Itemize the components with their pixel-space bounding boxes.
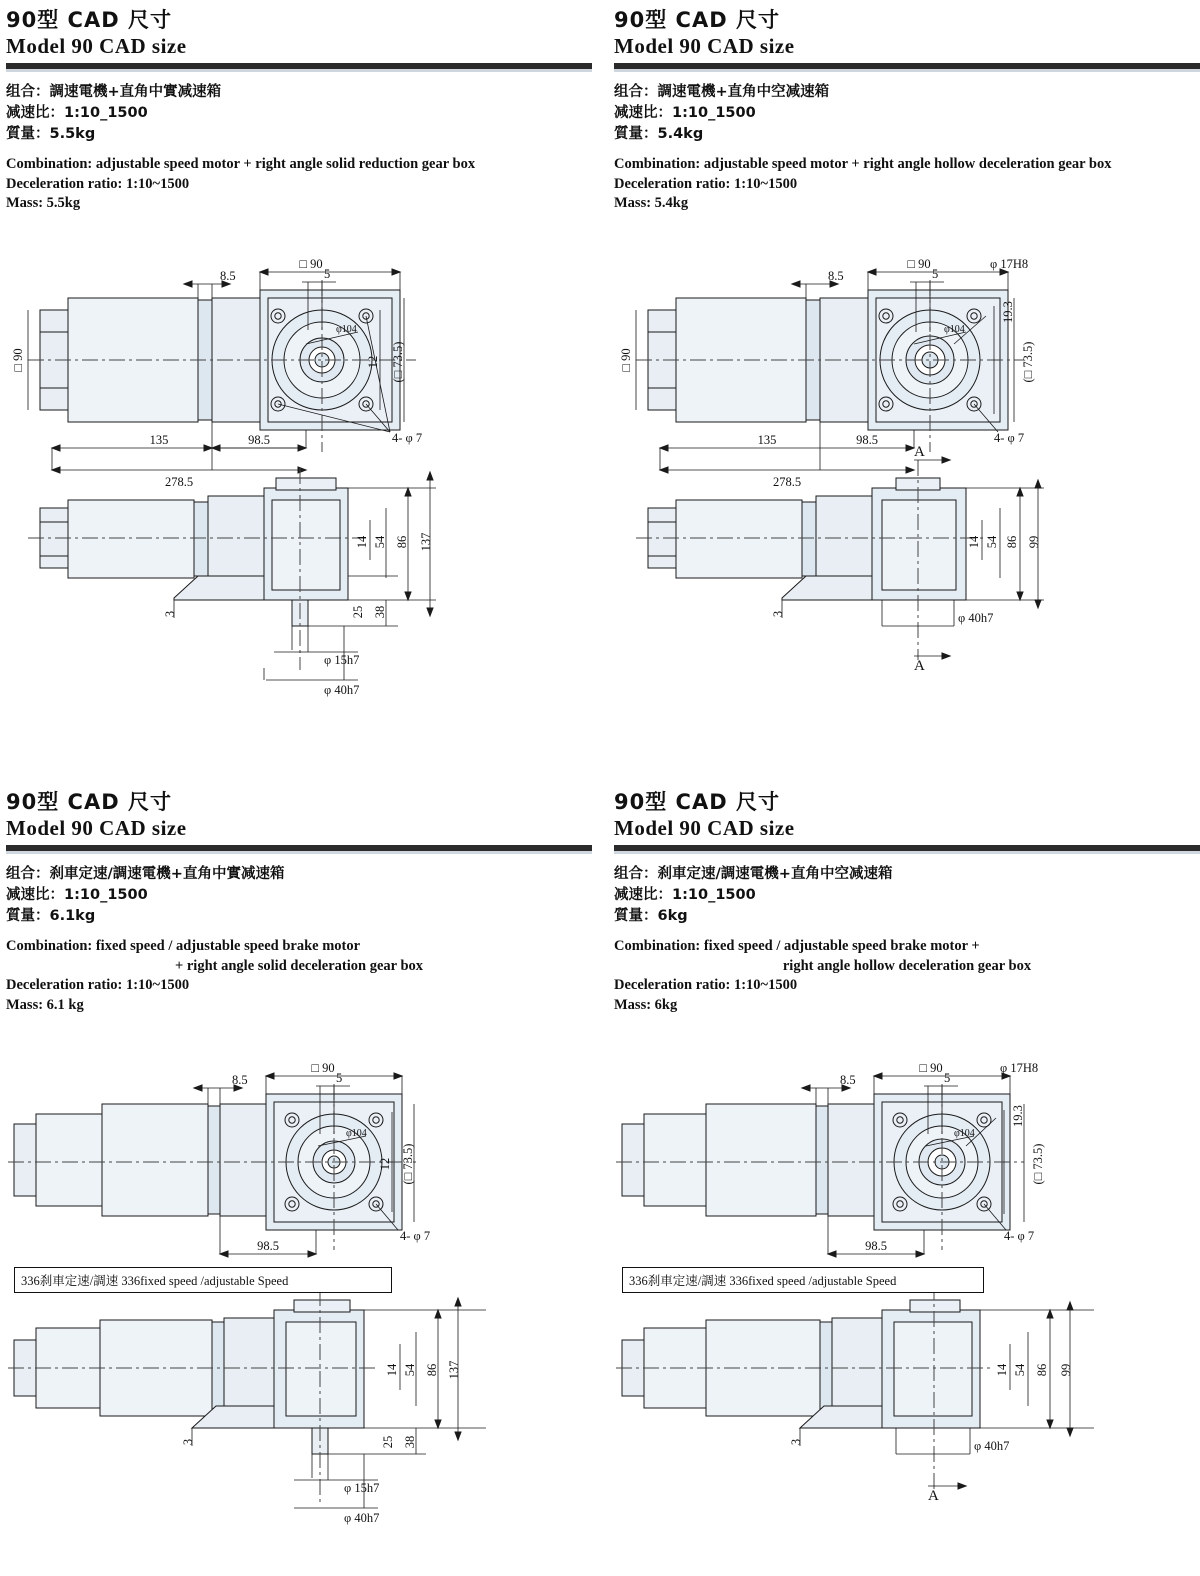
svg-text:19.3: 19.3 — [1001, 301, 1015, 323]
spec-en-line-1: Combination: fixed speed / adjustable speed brake motor + — [614, 938, 980, 955]
svg-text:φ 40h7: φ 40h7 — [344, 1510, 380, 1525]
svg-text:3: 3 — [181, 1438, 195, 1445]
svg-text:99: 99 — [1059, 1363, 1073, 1376]
spec-cn-block — [6, 82, 592, 145]
svg-text:99: 99 — [1027, 535, 1041, 549]
spec-en-line-2: Deceleration ratio: 1:10~1500 — [6, 175, 190, 192]
svg-text:φ104: φ104 — [954, 1127, 975, 1139]
svg-text:278.5: 278.5 — [164, 475, 194, 490]
spec-cn-line-2: 减速比：1:10_1500 — [614, 887, 756, 904]
title-divider — [614, 845, 1200, 854]
svg-text:14: 14 — [385, 1363, 399, 1376]
panel-bottom-left — [6, 790, 592, 1562]
svg-text:8.5: 8.5 — [828, 269, 844, 284]
svg-text:14: 14 — [995, 1363, 1009, 1376]
svg-text:φ 40h7: φ 40h7 — [324, 683, 360, 698]
spec-cn-line-1: 组合：刹車定速/調速電機+直角中實减速箱 — [6, 866, 285, 883]
svg-text:□ 90: □ 90 — [919, 1060, 943, 1075]
svg-text:86: 86 — [1005, 535, 1019, 549]
spec-en-block — [614, 155, 1200, 214]
title-divider — [6, 845, 592, 854]
caption-box: 336刹車定速/調速 336fixed speed /adjustable Speed — [14, 1267, 392, 1293]
panel-title-en: Model 90 CAD size — [6, 816, 187, 841]
svg-text:12: 12 — [366, 355, 380, 369]
spec-en-line-4: Mass: 6kg — [614, 997, 678, 1014]
svg-text:25: 25 — [351, 605, 365, 619]
panel-title-cn: 90型 CAD 尺寸 — [614, 8, 780, 32]
svg-text:38: 38 — [373, 605, 387, 619]
svg-text:□ 90: □ 90 — [11, 348, 25, 372]
svg-text:86: 86 — [425, 1363, 439, 1376]
spec-en-line-3: Deceleration ratio: 1:10~1500 — [6, 977, 190, 994]
spec-cn-line-2: 减速比：1:10_1500 — [6, 105, 148, 122]
panel-top-left — [6, 8, 592, 760]
svg-text:137: 137 — [447, 1360, 461, 1379]
spec-cn-line-2: 减速比：1:10_1500 — [614, 105, 756, 122]
svg-text:4- φ 7: 4- φ 7 — [994, 431, 1025, 446]
svg-text:φ 17H8: φ 17H8 — [1000, 1060, 1039, 1075]
svg-text:φ 15h7: φ 15h7 — [344, 1480, 380, 1495]
svg-text:19.3: 19.3 — [1011, 1104, 1025, 1127]
spec-en-line-3: Deceleration ratio: 1:10~1500 — [614, 977, 798, 994]
spec-en-block — [6, 155, 592, 214]
svg-text:φ104: φ104 — [336, 324, 357, 336]
spec-en-block — [614, 937, 1200, 1015]
spec-en-line-2: Deceleration ratio: 1:10~1500 — [614, 175, 798, 192]
spec-cn-block — [614, 82, 1200, 145]
panel-bottom-right — [614, 790, 1200, 1562]
svg-text:14: 14 — [355, 535, 369, 549]
svg-text:φ 17H8: φ 17H8 — [990, 257, 1029, 272]
svg-text:3: 3 — [771, 610, 785, 618]
spec-cn-line-3: 質量：6.1kg — [6, 908, 96, 925]
drawing-bottom-left — [6, 1022, 592, 1562]
svg-text:98.5: 98.5 — [248, 433, 270, 448]
svg-text:98.5: 98.5 — [257, 1238, 279, 1253]
svg-text:278.5: 278.5 — [772, 475, 802, 490]
spec-en-line-4: Mass: 6.1 kg — [6, 997, 84, 1014]
spec-en-block — [6, 937, 592, 1015]
svg-text:(□ 73.5): (□ 73.5) — [1021, 341, 1035, 383]
spec-en-line-3: Mass: 5.5kg — [6, 195, 81, 212]
svg-text:8.5: 8.5 — [232, 1072, 248, 1087]
panel-title-en: Model 90 CAD size — [614, 816, 795, 841]
spec-cn-line-1: 组合：調速電機+直角中實减速箱 — [6, 84, 222, 101]
spec-cn-line-3: 質量：6kg — [614, 908, 688, 925]
svg-text:8.5: 8.5 — [220, 269, 236, 284]
spec-en-line-1: Combination: adjustable speed motor + right angle solid reduction gear box — [6, 156, 476, 173]
svg-text:54: 54 — [1013, 1363, 1027, 1376]
svg-text:□ 90: □ 90 — [311, 1060, 335, 1075]
svg-text:5: 5 — [944, 1070, 951, 1085]
title-divider — [614, 63, 1200, 72]
svg-text:86: 86 — [1035, 1363, 1049, 1376]
svg-text:4- φ 7: 4- φ 7 — [400, 1228, 431, 1243]
svg-text:135: 135 — [757, 433, 777, 448]
svg-text:14: 14 — [967, 535, 981, 549]
spec-cn-line-2: 减速比：1:10_1500 — [6, 887, 148, 904]
svg-text:3: 3 — [789, 1438, 803, 1445]
svg-text:54: 54 — [373, 535, 387, 549]
svg-text:5: 5 — [336, 1070, 343, 1085]
svg-text:□ 90: □ 90 — [299, 257, 323, 272]
panel-title-cn: 90型 CAD 尺寸 — [6, 790, 172, 814]
svg-text:φ 40h7: φ 40h7 — [958, 611, 994, 626]
svg-text:38: 38 — [403, 1435, 417, 1448]
spec-cn-line-1: 组合：刹車定速/調速電機+直角中空减速箱 — [614, 866, 893, 883]
drawing-top-left — [6, 220, 592, 760]
svg-text:54: 54 — [985, 535, 999, 549]
svg-text:4- φ 7: 4- φ 7 — [392, 431, 423, 446]
svg-text:5: 5 — [932, 267, 939, 282]
spec-en-line-2: right angle hollow deceleration gear box — [782, 957, 1032, 974]
svg-text:98.5: 98.5 — [856, 433, 878, 448]
svg-text:137: 137 — [419, 532, 433, 552]
spec-cn-block — [614, 864, 1200, 927]
svg-text:135: 135 — [149, 433, 169, 448]
panel-top-right — [614, 8, 1200, 760]
spec-cn-line-3: 質量：5.5kg — [6, 126, 96, 143]
svg-text:A: A — [928, 1487, 939, 1504]
svg-text:86: 86 — [395, 535, 409, 549]
svg-text:A: A — [914, 444, 925, 461]
panel-title-en: Model 90 CAD size — [614, 34, 795, 59]
svg-text:54: 54 — [403, 1363, 417, 1376]
spec-en-line-1: Combination: fixed speed / adjustable speed brake motor — [6, 938, 361, 955]
svg-text:(□ 73.5): (□ 73.5) — [1031, 1143, 1045, 1185]
panel-title-cn: 90型 CAD 尺寸 — [6, 8, 172, 32]
drawing-top-right — [614, 220, 1200, 760]
svg-text:(□ 73.5): (□ 73.5) — [391, 341, 405, 383]
svg-text:φ 40h7: φ 40h7 — [974, 1438, 1010, 1453]
spec-cn-block — [6, 864, 592, 927]
title-divider — [6, 63, 592, 72]
svg-text:3: 3 — [163, 610, 177, 618]
caption-box: 336刹車定速/調速 336fixed speed /adjustable Speed — [622, 1267, 984, 1293]
svg-text:12: 12 — [378, 1157, 392, 1170]
svg-text:□ 90: □ 90 — [907, 257, 931, 272]
svg-text:(□ 73.5): (□ 73.5) — [401, 1143, 415, 1185]
svg-text:A: A — [914, 658, 925, 675]
drawing-bottom-right — [614, 1022, 1200, 1562]
spec-en-line-3: Mass: 5.4kg — [614, 195, 689, 212]
panel-title-cn: 90型 CAD 尺寸 — [614, 790, 780, 814]
panel-title-en: Model 90 CAD size — [6, 34, 187, 59]
svg-text:25: 25 — [381, 1435, 395, 1448]
svg-text:4- φ 7: 4- φ 7 — [1004, 1228, 1035, 1243]
svg-text:98.5: 98.5 — [865, 1238, 887, 1253]
svg-text:8.5: 8.5 — [840, 1072, 856, 1087]
spec-cn-line-1: 组合：調速電機+直角中空减速箱 — [614, 84, 830, 101]
spec-en-line-1: Combination: adjustable speed motor + right angle hollow deceleration gear box — [614, 156, 1112, 173]
svg-text:φ 15h7: φ 15h7 — [324, 653, 360, 668]
spec-cn-line-3: 質量：5.4kg — [614, 126, 704, 143]
svg-text:φ104: φ104 — [346, 1127, 367, 1139]
spec-en-line-2: + right angle solid deceleration gear box — [174, 957, 424, 974]
svg-text:5: 5 — [324, 267, 331, 282]
svg-text:□ 90: □ 90 — [619, 348, 633, 372]
svg-text:φ104: φ104 — [944, 324, 965, 336]
